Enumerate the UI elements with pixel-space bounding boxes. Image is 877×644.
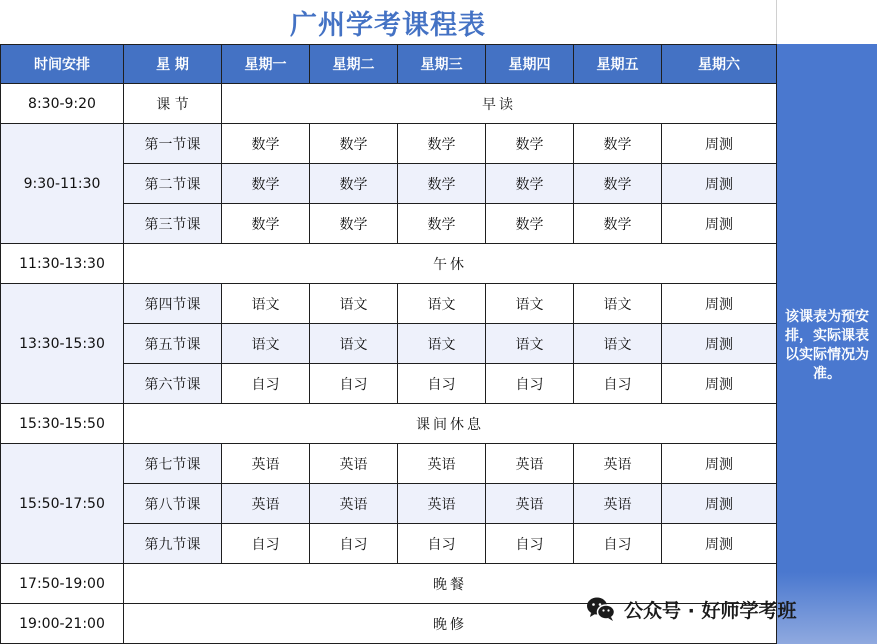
class-cell: 数学: [398, 124, 486, 164]
time-cell: 15:30-15:50: [1, 404, 124, 444]
header-thu: 星期四: [486, 45, 574, 84]
class-cell: 数学: [222, 164, 310, 204]
class-cell: 数学: [222, 124, 310, 164]
class-cell: 语文: [310, 284, 398, 324]
time-cell: 15:50-17:50: [1, 444, 124, 564]
class-cell: 语文: [222, 324, 310, 364]
class-cell: 自习: [574, 364, 662, 404]
time-cell: 11:30-13:30: [1, 244, 124, 284]
span-cell: 早读: [222, 84, 777, 124]
class-cell: 周测: [662, 484, 777, 524]
header-row: [1, 45, 777, 84]
class-cell: 数学: [574, 204, 662, 244]
class-cell: 英语: [574, 484, 662, 524]
period-label: 第八节课: [124, 484, 222, 524]
table-row: [1, 404, 777, 444]
class-cell: 数学: [486, 124, 574, 164]
class-cell: 数学: [310, 164, 398, 204]
time-cell: 17:50-19:00: [1, 564, 124, 604]
class-cell: 周测: [662, 324, 777, 364]
period-label: 第二节课: [124, 164, 222, 204]
class-cell: 语文: [486, 284, 574, 324]
class-cell: 英语: [222, 484, 310, 524]
class-cell: 英语: [310, 484, 398, 524]
class-cell: 语文: [398, 324, 486, 364]
class-cell: 语文: [398, 284, 486, 324]
header-weekday: 星 期: [124, 45, 222, 84]
time-cell: 19:00-21:00: [1, 604, 124, 644]
span-cell: 晚餐: [124, 564, 777, 604]
class-cell: 数学: [398, 204, 486, 244]
class-cell: 数学: [574, 164, 662, 204]
table-row: [1, 444, 777, 484]
period-label: 第六节课: [124, 364, 222, 404]
class-cell: 英语: [486, 444, 574, 484]
class-cell: 语文: [310, 324, 398, 364]
class-cell: 数学: [486, 204, 574, 244]
class-cell: 自习: [574, 524, 662, 564]
class-cell: 周测: [662, 364, 777, 404]
class-cell: 语文: [574, 284, 662, 324]
header-time: 时间安排: [1, 45, 124, 84]
class-cell: 语文: [486, 324, 574, 364]
schedule-table: [0, 44, 777, 644]
class-cell: 周测: [662, 164, 777, 204]
page-title: 广州学考课程表: [0, 0, 777, 44]
period-label: 第四节课: [124, 284, 222, 324]
period-label: 第七节课: [124, 444, 222, 484]
class-cell: 英语: [486, 484, 574, 524]
watermark: [586, 594, 796, 624]
table-row: [1, 284, 777, 324]
period-label: 第九节课: [124, 524, 222, 564]
class-cell: 数学: [486, 164, 574, 204]
header-tue: 星期二: [310, 45, 398, 84]
class-cell: 数学: [310, 124, 398, 164]
class-cell: 自习: [486, 364, 574, 404]
class-cell: 周测: [662, 444, 777, 484]
class-cell: 数学: [574, 124, 662, 164]
table-row: [1, 124, 777, 164]
header-wed: 星期三: [398, 45, 486, 84]
time-cell: 9:30-11:30: [1, 124, 124, 244]
class-cell: 英语: [398, 484, 486, 524]
span-cell: 晚修: [124, 604, 777, 644]
time-cell: 8:30-9:20: [1, 84, 124, 124]
period-label: 课 节: [124, 84, 222, 124]
span-cell: 课间休息: [124, 404, 777, 444]
class-cell: 周测: [662, 284, 777, 324]
watermark-text: 公众号 · 好师学考班: [624, 599, 797, 622]
class-cell: 自习: [398, 364, 486, 404]
class-cell: 数学: [398, 164, 486, 204]
header-sat: 星期六: [662, 45, 777, 84]
span-cell: 午休: [124, 244, 777, 284]
wechat-icon: [586, 596, 616, 622]
header-mon: 星期一: [222, 45, 310, 84]
class-cell: 英语: [398, 444, 486, 484]
period-label: 第五节课: [124, 324, 222, 364]
table-row: [1, 84, 777, 124]
class-cell: 自习: [398, 524, 486, 564]
class-cell: 自习: [222, 364, 310, 404]
class-cell: 语文: [222, 284, 310, 324]
class-cell: 周测: [662, 204, 777, 244]
class-cell: 数学: [310, 204, 398, 244]
time-cell: 13:30-15:30: [1, 284, 124, 404]
class-cell: 语文: [574, 324, 662, 364]
class-cell: 英语: [574, 444, 662, 484]
period-label: 第一节课: [124, 124, 222, 164]
class-cell: 英语: [310, 444, 398, 484]
table-row: [1, 244, 777, 284]
class-cell: 周测: [662, 124, 777, 164]
schedule-note: 该课表为预安排，实际课表以实际情况为准。: [785, 309, 869, 382]
class-cell: 数学: [222, 204, 310, 244]
class-cell: 周测: [662, 524, 777, 564]
class-cell: 英语: [222, 444, 310, 484]
class-cell: 自习: [310, 364, 398, 404]
class-cell: 自习: [222, 524, 310, 564]
class-cell: 自习: [486, 524, 574, 564]
period-label: 第三节课: [124, 204, 222, 244]
class-cell: 自习: [310, 524, 398, 564]
header-fri: 星期五: [574, 45, 662, 84]
